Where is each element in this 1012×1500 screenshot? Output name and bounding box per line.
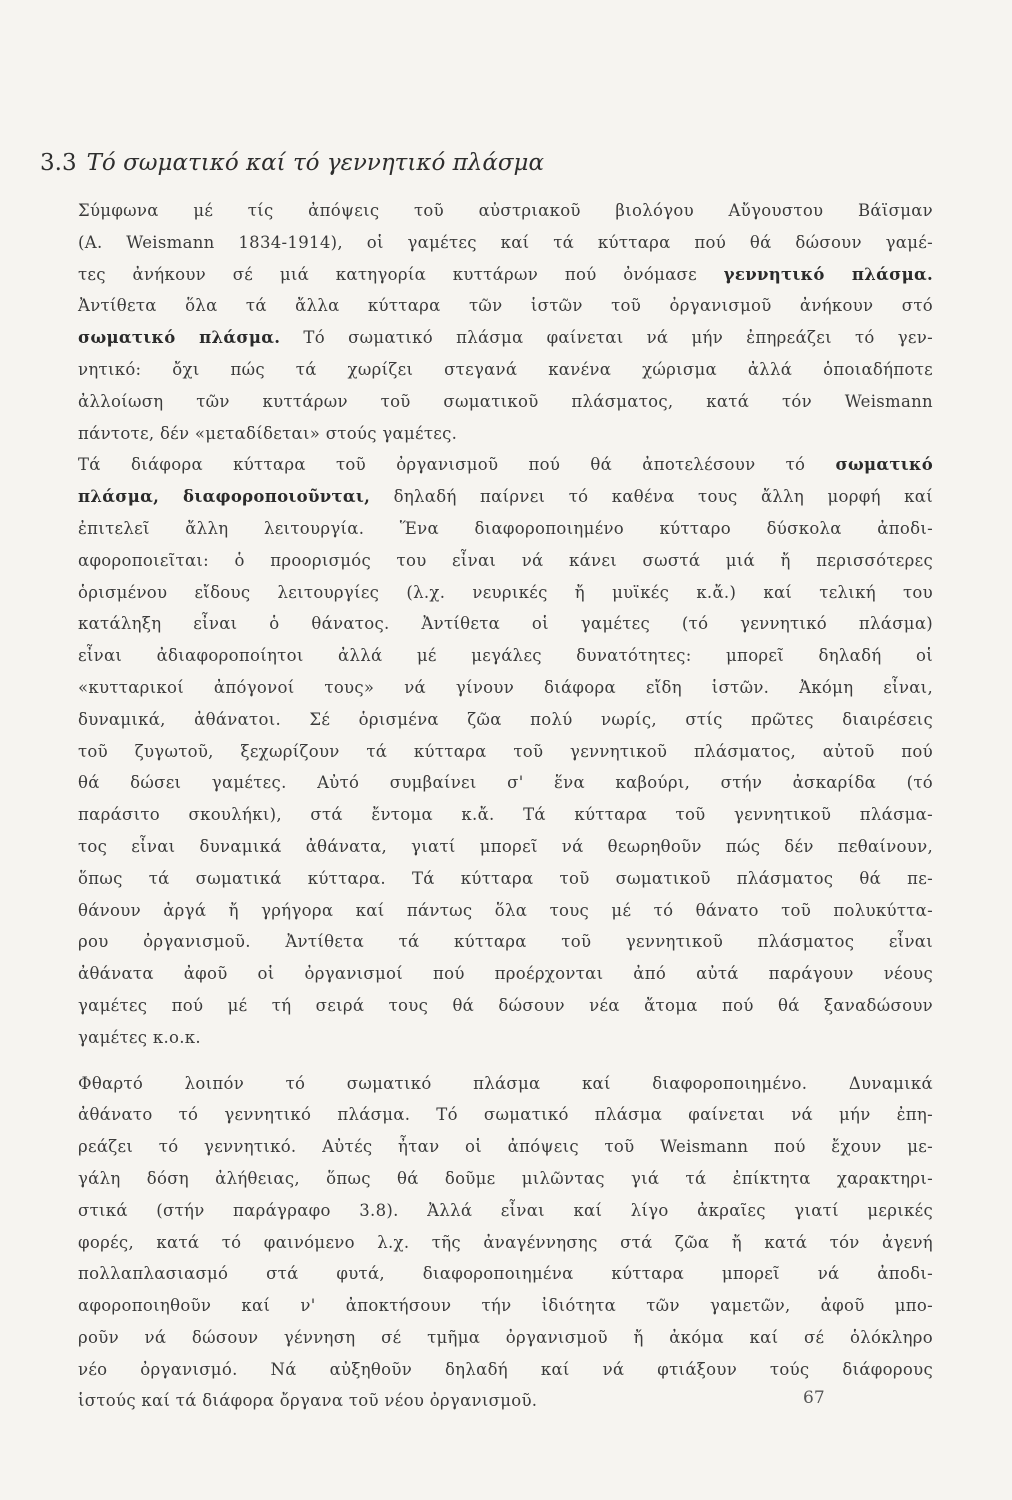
- text-run: Φθαρτό λοιπόν τό σωματικό πλάσμα καί διαφοροποιημένο. Δυναμικά: [78, 1073, 933, 1093]
- paragraph-gap: [78, 1054, 933, 1068]
- text-run: ἀλλοίωση τῶν κυττάρων τοῦ σωματικοῦ πλάσματος, κατά τόν Weismann: [78, 391, 933, 411]
- text-run: ἱστούς καί τά διάφορα ὄργανα τοῦ νέου ὀργανισμοῦ.: [78, 1391, 538, 1411]
- text-line: [78, 1131, 933, 1163]
- text-line: [78, 1195, 933, 1227]
- text-run: τος εἶναι δυναμικά ἀθάνατα, γιατί μπορεῖ νά θεωρηθοῦν πώς δέν πεθαίνουν,: [78, 836, 933, 856]
- text-run: ρεάζει τό γεννητικό. Αὐτές ἦταν οἱ ἀπόψεις τοῦ Weismann πού ἔχουν με-: [78, 1137, 933, 1157]
- text-run: νητικό: ὄχι πώς τά χωρίζει στεγανά κανένα χώρισμα ἀλλά ὁποιαδήποτε: [78, 359, 933, 379]
- text-line: [78, 990, 933, 1022]
- text-run: Σύμφωνα μέ τίς ἀπόψεις τοῦ αὐστριακοῦ βιολόγου Αὔγουστου Βάϊσμαν: [78, 201, 933, 220]
- text-line: [78, 1290, 933, 1322]
- text-run: αφοροποιεῖται: ὁ προορισμός του εἶναι νά κάνει σωστά μιά ἤ περισσότερες: [78, 550, 933, 570]
- text-run: (A. Weismann 1834-1914), οἱ γαμέτες καί τά κύτταρα πού θά δώσουν γαμέ-: [78, 232, 933, 252]
- bold-term: γεννητικό πλάσμα.: [723, 264, 933, 284]
- text-line: [78, 481, 933, 513]
- text-line: [78, 1354, 933, 1386]
- text-line: [78, 799, 933, 831]
- text-run: Τό σωματικό πλάσμα φαίνεται νά μήν ἐπηρεάζει τό γεν-: [280, 328, 933, 348]
- text-line: [78, 926, 933, 958]
- text-line: [78, 322, 933, 354]
- text-line: [78, 958, 933, 990]
- text-line: [78, 863, 933, 895]
- text-line: [78, 195, 933, 227]
- text-run: αφοροποιηθοῦν καί ν' ἀποκτήσουν τήν ἰδιότητα τῶν γαμετῶν, ἀφοῦ μπο-: [78, 1296, 933, 1316]
- text-line: [78, 418, 933, 450]
- text-run: δηλαδή παίρνει τό καθένα τους ἄλλη μορφή καί: [370, 487, 933, 507]
- text-run: Ἀντίθετα ὅλα τά ἄλλα κύτταρα τῶν ἱστῶν τοῦ ὀργανισμοῦ ἀνήκουν στό: [78, 296, 933, 316]
- text-line: [78, 227, 933, 259]
- text-line: [78, 354, 933, 386]
- text-run: θάνουν ἀργά ἤ γρήγορα καί πάντως ὅλα τους μέ τό θάνατο τοῦ πολυκύττα-: [78, 900, 933, 920]
- text-line: [78, 895, 933, 927]
- text-run: θά δώσει γαμέτες. Αὐτό συμβαίνει σ' ἕνα καβούρι, στήν ἀσκαρίδα (τό: [78, 773, 933, 793]
- bold-term: πλάσμα, διαφοροποιοῦνται,: [78, 487, 371, 507]
- text-run: γάλη δόση ἀλήθειας, ὅπως θά δοῦμε μιλῶντας γιά τά ἐπίκτητα χαρακτηρι-: [78, 1168, 933, 1188]
- text-line: [78, 704, 933, 736]
- text-line: [78, 449, 933, 481]
- bold-term: σωματικό πλάσμα.: [78, 328, 281, 348]
- text-run: Τά διάφορα κύτταρα τοῦ ὀργανισμοῦ πού θά ἀποτελέσουν τό: [78, 455, 836, 475]
- text-run: ροῦν νά δώσουν γέννηση σέ τμῆμα ὀργανισμοῦ ἤ ἀκόμα καί σέ ὁλόκληρο: [78, 1327, 933, 1347]
- paragraph: [78, 1068, 933, 1418]
- text-line: [78, 1322, 933, 1354]
- bold-term: σωματικό: [835, 455, 933, 475]
- text-run: «κυτταρικοί ἀπόγονοί τους» νά γίνουν διάφορα εἴδη ἱστῶν. Ἀκόμη εἶναι,: [78, 677, 933, 697]
- section-heading: [40, 150, 544, 176]
- paragraph: [78, 449, 933, 1053]
- text-run: παράσιτο σκουλήκι), στά ἔντομα κ.ἄ. Τά κύτταρα τοῦ γεννητικοῦ πλάσμα-: [78, 805, 933, 825]
- text-line: [78, 672, 933, 704]
- paragraph: [78, 195, 933, 449]
- text-line: [78, 831, 933, 863]
- text-line: [78, 577, 933, 609]
- text-line: [78, 1068, 933, 1100]
- text-run: κατάληξη εἶναι ὁ θάνατος. Ἀντίθετα οἱ γαμέτες (τό γεννητικό πλάσμα): [78, 614, 933, 634]
- text-line: [78, 640, 933, 672]
- text-run: πάντοτε, δέν «μεταδίδεται» στούς γαμέτες.: [78, 423, 458, 443]
- text-run: τες ἀνήκουν σέ μιά κατηγορία κυττάρων πού ὀνόμασε: [78, 264, 724, 284]
- text-line: [78, 767, 933, 799]
- text-line: [78, 1099, 933, 1131]
- section-number: 3.3: [40, 150, 77, 176]
- text-run: ὁρισμένου εἴδους λειτουργίες (λ.χ. νευρικές ἤ μυϊκές κ.ἄ.) καί τελική του: [78, 582, 933, 602]
- text-line: [78, 1163, 933, 1195]
- text-line: [78, 290, 933, 322]
- text-run: ἀθάνατα ἀφοῦ οἱ ὀργανισμοί πού προέρχονται ἀπό αὐτά παράγουν νέους: [78, 964, 933, 984]
- text-line: [78, 1227, 933, 1259]
- text-line: [78, 736, 933, 768]
- text-run: εἶναι ἀδιαφοροποίητοι ἀλλά μέ μεγάλες δυνατότητες: μπορεῖ δηλαδή οἱ: [78, 646, 933, 666]
- text-run: ἐπιτελεῖ ἄλλη λειτουργία. Ἕνα διαφοροποιημένο κύτταρο δύσκολα ἀποδι-: [78, 518, 933, 538]
- text-run: γαμέτες πού μέ τή σειρά τους θά δώσουν νέα ἄτομα πού θά ξαναδώσουν: [78, 995, 933, 1015]
- text-run: γαμέτες κ.ο.κ.: [78, 1027, 201, 1047]
- text-line: [78, 386, 933, 418]
- text-run: τοῦ ζυγωτοῦ, ξεχωρίζουν τά κύτταρα τοῦ γεννητικοῦ πλάσματος, αὐτοῦ πού: [78, 741, 933, 761]
- text-line: [78, 608, 933, 640]
- body-text: [78, 195, 933, 1417]
- page-number: 67: [803, 1388, 825, 1408]
- text-line: [78, 513, 933, 545]
- text-run: ρου ὀργανισμοῦ. Ἀντίθετα τά κύτταρα τοῦ γεννητικοῦ πλάσματος εἶναι: [78, 932, 933, 952]
- text-line: [78, 259, 933, 291]
- text-run: δυναμικά, ἀθάνατοι. Σέ ὁρισμένα ζῶα πολύ νωρίς, στίς πρῶτες διαιρέσεις: [78, 709, 933, 729]
- text-run: ὅπως τά σωματικά κύτταρα. Τά κύτταρα τοῦ σωματικοῦ πλάσματος θά πε-: [78, 868, 933, 888]
- text-line: [78, 1022, 933, 1054]
- text-run: πολλαπλασιασμό στά φυτά, διαφοροποιημένα κύτταρα μπορεῖ νά ἀποδι-: [78, 1264, 933, 1284]
- text-run: στικά (στήν παράγραφο 3.8). Ἀλλά εἶναι καί λίγο ἀκραῖες γιατί μερικές: [78, 1200, 933, 1220]
- text-line: [78, 545, 933, 577]
- text-run: νέο ὀργανισμό. Νά αὐξηθοῦν δηλαδή καί νά φτιάξουν τούς διάφορους: [78, 1359, 933, 1379]
- section-title: Τό σωματικό καί τό γεννητικό πλάσμα: [86, 150, 545, 176]
- text-run: ἀθάνατο τό γεννητικό πλάσμα. Τό σωματικό πλάσμα φαίνεται νά μήν ἐπη-: [78, 1105, 933, 1125]
- text-run: φορές, κατά τό φαινόμενο λ.χ. τῆς ἀναγέννησης στά ζῶα ἤ κατά τόν ἀγενή: [78, 1232, 933, 1252]
- text-line: [78, 1258, 933, 1290]
